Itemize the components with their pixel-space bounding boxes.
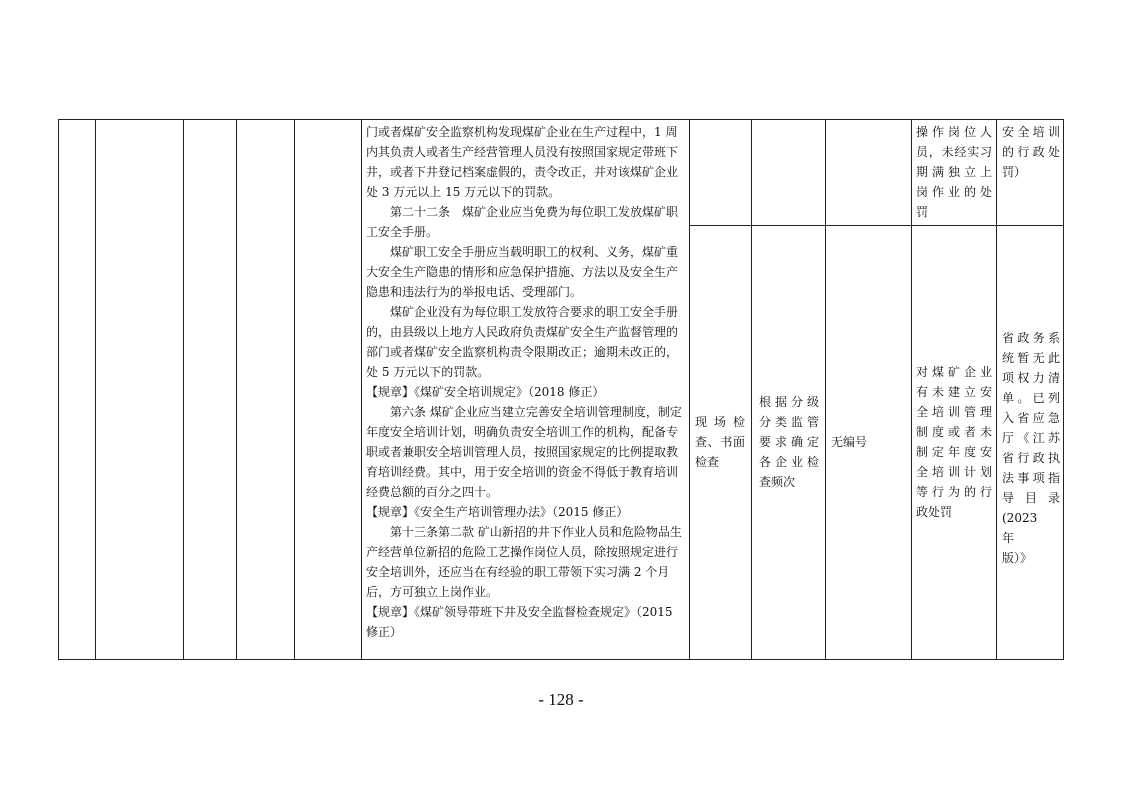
situation-line: 制定年度安	[916, 445, 992, 459]
item-number-cell	[831, 432, 907, 452]
page-number: - 128 -	[538, 690, 584, 709]
legal-basis-cell	[366, 122, 686, 642]
inspection-method-line: 检查	[695, 455, 720, 469]
frequency-line: 各企业检	[759, 455, 819, 469]
item-number: 无编号	[831, 435, 868, 449]
bottom-situation-cell	[916, 362, 992, 522]
remark-line: 罚）	[1002, 165, 1027, 179]
column-divider	[825, 120, 826, 659]
legal-paragraph: 门或者煤矿安全监察机构发现煤矿企业在生产过程中，1 周内其负责人或者生产经营管理人员没有按照国家规定带班下井，或者下井登记档案虚假的，责令改正，并对该煤矿企业处 3 万元以上 15 万元以下的罚款。	[366, 125, 679, 199]
situation-line: 制度或者未	[916, 425, 992, 439]
column-divider	[751, 120, 752, 659]
situation-line: 有未建立安	[916, 385, 992, 399]
column-divider	[183, 120, 184, 659]
inspection-method-line: 现场检	[695, 415, 745, 429]
frequency-line: 要求确定	[759, 435, 819, 449]
remark-line: 导目录	[1002, 491, 1060, 505]
regulation-heading: 【规章】《安全生产培训管理办法》（2015 修正）	[366, 505, 629, 519]
situation-line: 对煤矿企业	[916, 365, 992, 379]
remark-line: 版）》	[1002, 551, 1033, 565]
remark-line: 法事项指	[1002, 471, 1060, 485]
situation-line: 全培训计划	[916, 465, 992, 479]
frequency-line: 根据分级	[759, 395, 819, 409]
remark-line: 的行政处	[1002, 145, 1060, 159]
situation-line: 操作岗位人	[916, 125, 992, 139]
remark-line: 厅《江苏	[1002, 431, 1060, 445]
column-divider	[996, 120, 997, 659]
legal-paragraph: 煤矿企业没有为每位职工发放符合要求的职工安全手册的，由县级以上地方人民政府负责煤矿安全生产监督管理的部门或者煤矿安全监察机构责令限期改正；逾期未改正的，处 5 万元以下的罚款。	[366, 305, 679, 379]
legal-paragraph: 第十三条第二款 矿山新招的井下作业人员和危险物品生产经营单位新招的危险工艺操作岗位人员，除按照规定进行安全培训外，还应当在有经验的职工带领下实习满 2 个月后，方可独立上岗作业。	[366, 525, 682, 599]
situation-line: 等行为的行	[916, 485, 992, 499]
top-remark-cell	[1002, 122, 1060, 182]
bottom-remark-cell	[1002, 328, 1060, 568]
regulation-heading: 【规章】《煤矿领导带班下井及安全监督检查规定》（2015 修正）	[366, 605, 673, 639]
inspection-frequency-cell	[759, 392, 819, 492]
enforcement-table	[58, 119, 1064, 660]
inspection-method-line: 查、书面	[695, 435, 745, 449]
remark-line: 省行政执	[1002, 451, 1060, 465]
column-divider	[361, 120, 362, 659]
column-divider	[95, 120, 96, 659]
column-divider	[911, 120, 912, 659]
inspection-method-cell	[695, 412, 745, 472]
remark-line: (2023 年	[1002, 511, 1050, 545]
frequency-line: 分类监管	[759, 415, 819, 429]
regulation-heading: 【规章】《煤矿安全培训规定》（2018 修正）	[366, 385, 605, 399]
situation-line: 岗作业的处	[916, 185, 992, 199]
situation-line: 期满独立上	[916, 165, 992, 179]
legal-paragraph: 第二十二条 煤矿企业应当免费为每位职工发放煤矿职工安全手册。	[366, 205, 679, 239]
remark-line: 入省应急	[1002, 411, 1060, 425]
remark-line: 单。已列	[1002, 391, 1060, 405]
situation-line: 全培训管理	[916, 405, 992, 419]
legal-paragraph: 煤矿职工安全手册应当载明职工的权利、义务，煤矿重大安全生产隐患的情形和应急保护措施、方法以及安全生产隐患和违法行为的举报电话、受理部门。	[366, 245, 679, 299]
situation-line: 罚	[916, 205, 929, 219]
remark-line: 安全培训	[1002, 125, 1060, 139]
column-divider	[294, 120, 295, 659]
situation-line: 员，未经实习	[916, 145, 992, 159]
column-divider	[236, 120, 237, 659]
legal-paragraph: 第六条 煤矿企业应当建立完善安全培训管理制度，制定年度安全培训计划，明确负责安全培训工作的机构，配备专职或者兼职安全培训管理人员，按照国家规定的比例提取教育培训经费。其中，用于安全培训的资金不得低于教育培训经费总额的百分之四十。	[366, 405, 682, 499]
column-divider	[689, 120, 690, 659]
remark-line: 项权力清	[1002, 371, 1060, 385]
row-divider	[689, 225, 1063, 226]
remark-line: 统暂无此	[1002, 351, 1060, 365]
frequency-line: 查频次	[759, 475, 796, 489]
situation-line: 政处罚	[916, 505, 953, 519]
top-situation-cell	[916, 122, 992, 222]
remark-line: 省政务系	[1002, 331, 1060, 345]
